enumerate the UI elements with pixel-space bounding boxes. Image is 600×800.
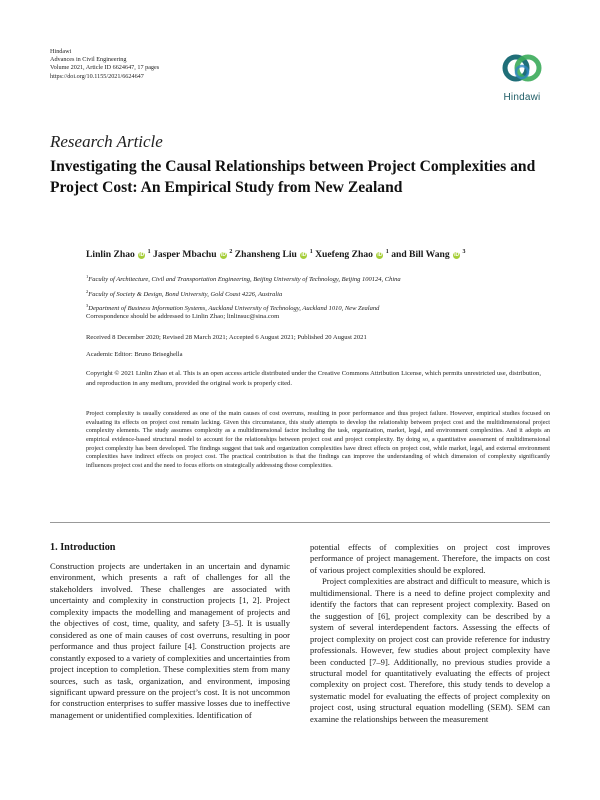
article-type: Research Article [50, 132, 163, 151]
copyright-notice: Copyright © 2021 Linlin Zhao et al. This is an open access article distributed under the Creative Commons Attribution License, which permits unrestricted use, distribution, and reproduction in any medium, provided the original work is properly cited. [86, 370, 542, 387]
orcid-icon[interactable]: iD [301, 252, 307, 259]
affiliation-mark: 1 [86, 274, 89, 279]
journal-info [50, 48, 159, 81]
author-name: Zhansheng Liu [234, 249, 297, 261]
orcid-icon[interactable]: iD [220, 252, 226, 259]
author-name: and Bill Wang [391, 249, 450, 261]
author-list [86, 249, 566, 260]
affiliation-mark: 3 [86, 303, 89, 309]
body-paragraph: Project complexities are abstract and difficult to measure, which is multidimensional. There is a need to define project complexity and identify the factors that can represent project complexity. Based on the suggestion of [6], project complexity can be described by a system of several interdependent factors. Assessing the effects of project complexity on project cost can provide reference for industry professionals. However, few studies about project complexity have been conducted [7–9]. Additionally, no previous studies provide a structural model for quantitatively evaluating the effects of project complexity on project cost. Therefore, this study tends to develop a systematic model for evaluating the effects of project complexity on project cost, using structural equation modelling (SEM). SEM can examine the relationships between the measurement [310, 576, 550, 724]
publisher-name: Hindawi [50, 48, 72, 55]
affiliation-text: Faculty of Society & Design, Bond University, Gold Coast 4226, Australia [88, 290, 283, 298]
affiliations [86, 271, 401, 315]
body-paragraph: potential effects of complexities on project cost improves performance of project management. Therefore, the impacts on cost of various project complexities should be explored. [310, 542, 550, 575]
orcid-icon[interactable]: iD [454, 252, 460, 259]
affiliation-text: Department of Business Information Systems, Auckland University of Technology, Auckland 1010, New Zealand [88, 305, 380, 313]
journal-name: Advances in Civil Engineering [50, 56, 127, 64]
right-column [310, 542, 550, 725]
hindawi-logo-icon [496, 50, 548, 92]
body-paragraph: Construction projects are undertaken in an uncertain and dynamic environment, which presents a raft of challenges for all the stakeholders involved. These challenges are associated with uncertainty and complexity in construction projects [1, 2]. Project complexity impacts the modelling and management of projects and the objectives of cost, time, quality, and safety [3–5]. It is usually considered as one of main causes of cost overruns, resulting in poor performance and thus project failure [4]. Construction projects are constantly exposed to a variety of complexities and uncertainties from project inception to completion. These complexities stem from many sources, such as task, organization, and environment, imposing significant upward pressure on the project’s cost. It is not uncommon for construction enterprises to suffer massive losses due to ineffective management or unidentified complexities. Identification of [50, 561, 290, 720]
author-name: Linlin Zhao [86, 249, 135, 261]
section-heading: 1. Introduction [50, 542, 116, 553]
affiliation-text: Faculty of Architecture, Civil and Transportation Engineering, Beijing University of Technology, Beijing 100124, China [88, 276, 401, 284]
affiliation-line [86, 271, 401, 286]
publication-dates: Received 8 December 2020; Revised 28 March 2021; Accepted 6 August 2021; Published 20 August 2021 [86, 334, 367, 341]
correspondence: Correspondence should be addressed to Linlin Zhao; linlinsuc@sina.com [86, 313, 280, 320]
author-affiliation-mark: 1 [309, 249, 313, 255]
affiliation-line [86, 286, 401, 301]
logo-wordmark: Hindawi [503, 92, 541, 103]
author-affiliation-mark: 2 [229, 249, 233, 255]
academic-editor: Academic Editor: Bruno Briseghella [86, 351, 183, 358]
orcid-icon[interactable]: iD [377, 252, 383, 259]
left-column [50, 561, 290, 721]
doi-link[interactable]: https://doi.org/10.1155/2021/6624647 [50, 72, 144, 80]
author-affiliation-mark: 3 [462, 249, 466, 255]
affiliation-mark: 2 [86, 288, 89, 294]
author-affiliation-mark: 1 [385, 249, 389, 255]
abstract: Project complexity is usually considered as one of the main causes of cost overruns, resulting in poor performance and thus project failure. However, empirical studies focused on evaluating its effects on project cost remain lacking. Given this circumstance, this study attempts to develop the relationship between project cost and the multidimensional project complexity elements. The study assumes complexity as a multidimensional factor including the task, organization, market, legal, and environment complexities. And it adopts an empirical evidence-based structural model to account for the relationships between project cost and project complexity. By doing so, a quantitative assessment of multidimensional project complexity has been developed. The findings suggest that task and organization complexities have direct effects on project cost, while market, legal, and external environment complexities have indirect effects on project cost. The practical contribution is that the findings can improve the understanding of which dimension of complexity significantly influences project cost and the need to focus efforts on strategically addressing those complexities. [86, 410, 550, 469]
author-name: Jasper Mbachu [153, 249, 217, 261]
author-affiliation-mark: 1 [147, 249, 151, 255]
volume-line: Volume 2021, Article ID 6624647, 17 pages [50, 64, 160, 72]
divider [50, 522, 550, 523]
orcid-icon[interactable]: iD [139, 252, 145, 259]
paper-title: Investigating the Causal Relationships between Project Complexities and Project Cost: An Empirical Study from New Zealand [50, 158, 536, 196]
hindawi-logo [496, 50, 548, 106]
author-name: Xuefeng Zhao [315, 249, 373, 261]
